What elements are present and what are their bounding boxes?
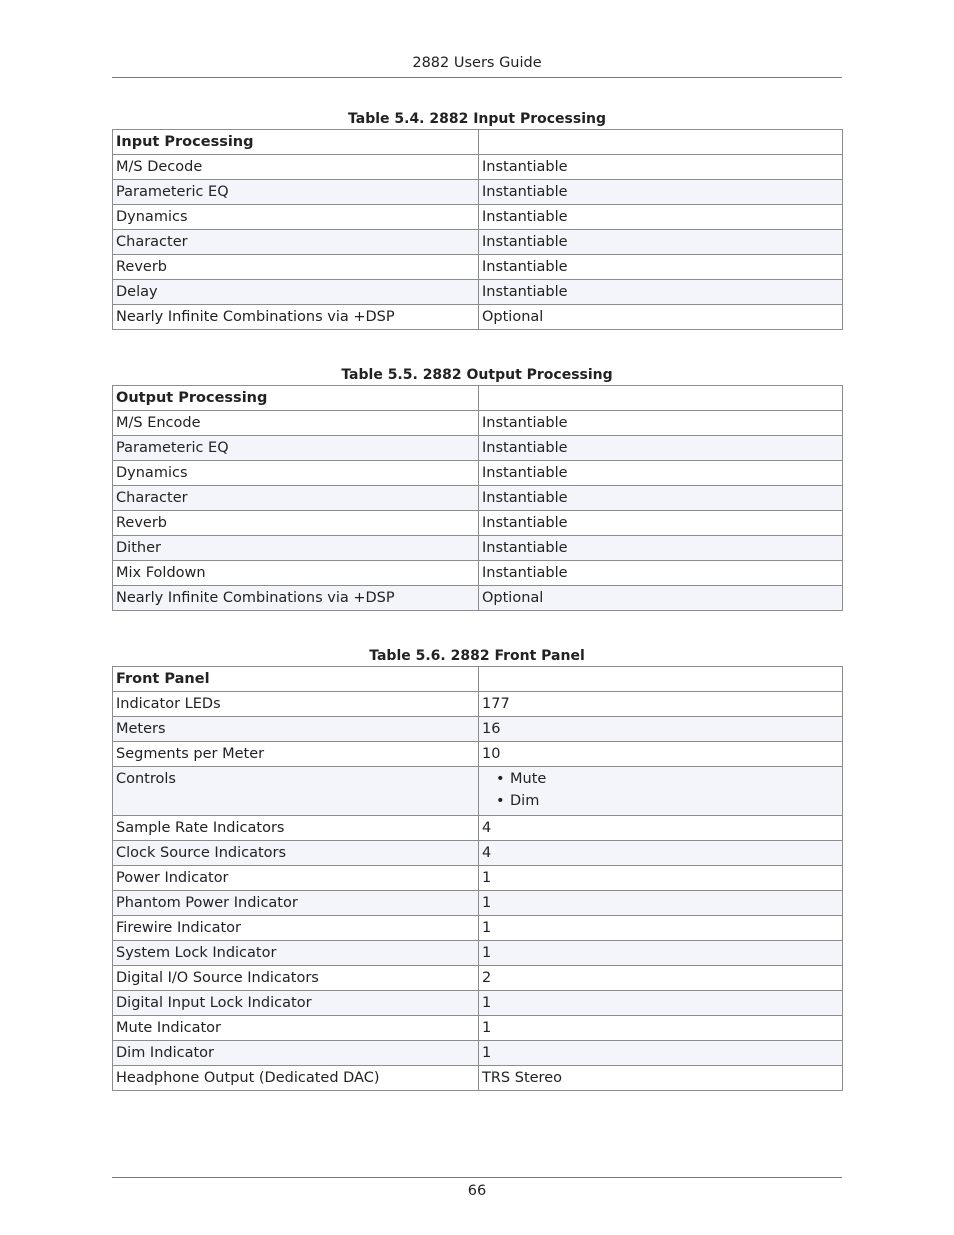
table-caption: Table 5.6. 2882 Front Panel <box>369 648 585 664</box>
table-row <box>113 891 843 916</box>
table-row <box>113 305 843 330</box>
bullet-list <box>482 768 839 812</box>
table-heading-empty <box>479 667 843 692</box>
table-heading-empty <box>479 386 843 411</box>
row-label: Parameteric EQ <box>113 180 479 205</box>
row-value: Instantiable <box>479 486 843 511</box>
row-value: 177 <box>479 692 843 717</box>
row-label: Dynamics <box>113 205 479 230</box>
table-row <box>113 966 843 991</box>
table-row <box>113 1066 843 1091</box>
row-label: Headphone Output (Dedicated DAC) <box>113 1066 479 1091</box>
row-value: 1 <box>479 991 843 1016</box>
table-header-row <box>113 130 843 155</box>
table-row <box>113 816 843 841</box>
table-row <box>113 411 843 436</box>
row-value: Instantiable <box>479 205 843 230</box>
table-row <box>113 230 843 255</box>
page-footer <box>112 1177 842 1202</box>
row-value: 1 <box>479 891 843 916</box>
row-value: Instantiable <box>479 436 843 461</box>
table-row <box>113 991 843 1016</box>
row-label: M/S Encode <box>113 411 479 436</box>
table-row <box>113 941 843 966</box>
bullet-item: • Dim <box>510 790 839 812</box>
row-value: 1 <box>479 941 843 966</box>
table-row <box>113 1041 843 1066</box>
row-value: 4 <box>479 816 843 841</box>
row-label: Delay <box>113 280 479 305</box>
table-row <box>113 717 843 742</box>
table-row <box>113 767 843 816</box>
row-value-list <box>479 767 843 816</box>
page-header <box>112 50 842 78</box>
table-row <box>113 866 843 891</box>
row-label: Character <box>113 230 479 255</box>
table-heading-empty <box>479 130 843 155</box>
row-value: TRS Stereo <box>479 1066 843 1091</box>
row-label: M/S Decode <box>113 155 479 180</box>
row-label: Indicator LEDs <box>113 692 479 717</box>
table-row <box>113 536 843 561</box>
row-label: Dynamics <box>113 461 479 486</box>
row-value: 16 <box>479 717 843 742</box>
table-caption: Table 5.4. 2882 Input Processing <box>348 111 606 127</box>
row-label: Mix Foldown <box>113 561 479 586</box>
input-processing-table <box>112 129 843 330</box>
row-label: Digital Input Lock Indicator <box>113 991 479 1016</box>
row-value: 1 <box>479 866 843 891</box>
table-row <box>113 486 843 511</box>
table-caption: Table 5.5. 2882 Output Processing <box>341 367 613 383</box>
table-heading: Front Panel <box>113 667 479 692</box>
table-row <box>113 841 843 866</box>
row-label: Nearly Infinite Combinations via +DSP <box>113 586 479 611</box>
bullet-item: • Mute <box>510 768 839 790</box>
row-label: Reverb <box>113 511 479 536</box>
row-label: Mute Indicator <box>113 1016 479 1041</box>
row-label: Dim Indicator <box>113 1041 479 1066</box>
table-heading: Input Processing <box>113 130 479 155</box>
output-processing-table <box>112 385 843 611</box>
row-value: 4 <box>479 841 843 866</box>
table-row <box>113 561 843 586</box>
table-row <box>113 255 843 280</box>
row-value: 10 <box>479 742 843 767</box>
row-value: Instantiable <box>479 511 843 536</box>
row-label: Nearly Infinite Combinations via +DSP <box>113 305 479 330</box>
table-row <box>113 916 843 941</box>
row-label: Parameteric EQ <box>113 436 479 461</box>
row-label: Dither <box>113 536 479 561</box>
row-label: Segments per Meter <box>113 742 479 767</box>
row-label: Character <box>113 486 479 511</box>
input-processing-table-block <box>112 110 842 330</box>
row-label: System Lock Indicator <box>113 941 479 966</box>
table-row <box>113 1016 843 1041</box>
table-row <box>113 205 843 230</box>
front-panel-table-block <box>112 647 842 1091</box>
row-label: Phantom Power Indicator <box>113 891 479 916</box>
row-value: 1 <box>479 916 843 941</box>
table-row <box>113 155 843 180</box>
page-number: 66 <box>467 1183 487 1199</box>
table-row <box>113 280 843 305</box>
guide-title: 2882 Users Guide <box>412 55 542 71</box>
row-value: Instantiable <box>479 180 843 205</box>
row-value: Instantiable <box>479 411 843 436</box>
table-row <box>113 692 843 717</box>
row-label: Sample Rate Indicators <box>113 816 479 841</box>
table-row <box>113 180 843 205</box>
row-value: 2 <box>479 966 843 991</box>
row-value: Instantiable <box>479 561 843 586</box>
row-label: Reverb <box>113 255 479 280</box>
row-value: Instantiable <box>479 280 843 305</box>
table-row <box>113 742 843 767</box>
row-value: Instantiable <box>479 155 843 180</box>
row-value: Instantiable <box>479 255 843 280</box>
row-value: Instantiable <box>479 536 843 561</box>
row-value: Optional <box>479 305 843 330</box>
row-value: Optional <box>479 586 843 611</box>
table-row <box>113 461 843 486</box>
table-row <box>113 436 843 461</box>
table-row <box>113 586 843 611</box>
output-processing-table-block <box>112 366 842 611</box>
front-panel-table <box>112 666 843 1091</box>
row-value: 1 <box>479 1016 843 1041</box>
row-value: 1 <box>479 1041 843 1066</box>
table-heading: Output Processing <box>113 386 479 411</box>
row-value: Instantiable <box>479 461 843 486</box>
row-label: Power Indicator <box>113 866 479 891</box>
row-label: Digital I/O Source Indicators <box>113 966 479 991</box>
table-header-row <box>113 386 843 411</box>
row-value: Instantiable <box>479 230 843 255</box>
table-header-row <box>113 667 843 692</box>
row-label: Firewire Indicator <box>113 916 479 941</box>
row-label: Controls <box>113 767 479 816</box>
row-label: Meters <box>113 717 479 742</box>
row-label: Clock Source Indicators <box>113 841 479 866</box>
table-row <box>113 511 843 536</box>
